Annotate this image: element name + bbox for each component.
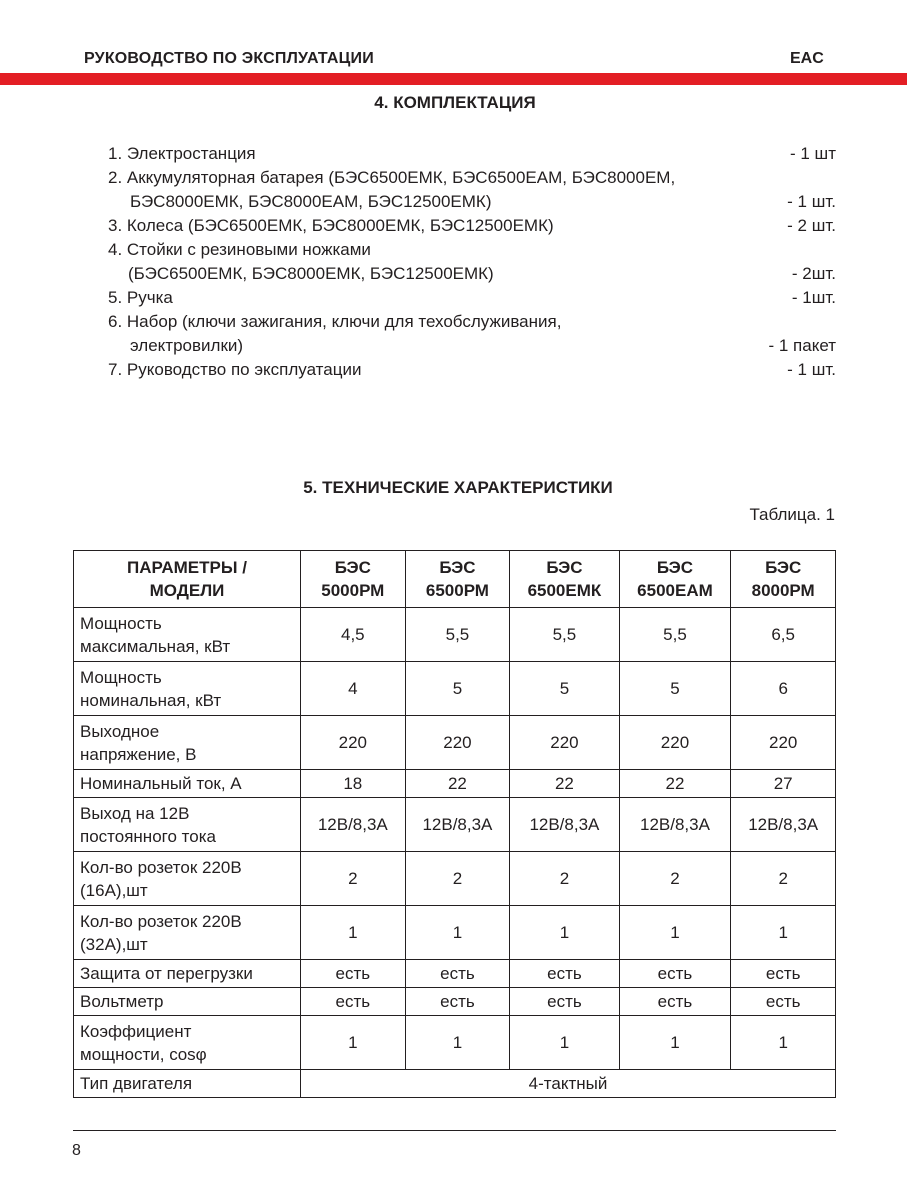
kit-item-text: 5. Ручка [108, 288, 173, 307]
param-cell: Тип двигателя [74, 1070, 301, 1098]
kit-item-qty: - 1 шт [790, 144, 836, 163]
value-cell: 220 [405, 716, 510, 770]
table-header-row [74, 551, 836, 608]
value-cell-merged: 4-тактный [301, 1070, 836, 1098]
param-cell: Вольтметр [74, 988, 301, 1016]
header-model: БЭС 6500РМ [405, 551, 510, 608]
value-cell: 1 [731, 1016, 836, 1070]
kit-item-qty: - 2шт. [791, 264, 836, 283]
value-cell: 2 [731, 852, 836, 906]
specs-table [73, 550, 836, 1098]
table-row [74, 608, 836, 662]
table-row [74, 852, 836, 906]
kit-item [108, 166, 836, 190]
value-cell: 12В/8,3А [301, 798, 406, 852]
header-model: БЭС 6500ЕМК [510, 551, 619, 608]
value-cell: 5 [619, 662, 731, 716]
kit-item-text: 6. Набор (ключи зажигания, ключи для техобслуживания, [108, 312, 562, 331]
kit-item [108, 358, 836, 382]
kit-item-text: 7. Руководство по эксплуатации [108, 360, 362, 379]
kit-item-continuation [108, 190, 836, 214]
value-cell: есть [301, 960, 406, 988]
value-cell: есть [619, 960, 731, 988]
param-cell: Защита от перегрузки [74, 960, 301, 988]
kit-item [108, 310, 836, 334]
value-cell: есть [405, 960, 510, 988]
value-cell: 6,5 [731, 608, 836, 662]
section-4-title: 4. КОМПЛЕКТАЦИЯ [374, 93, 536, 112]
header-title: РУКОВОДСТВО ПО ЭКСПЛУАТАЦИИ [84, 50, 374, 67]
value-cell: 27 [731, 770, 836, 798]
kit-item-qty: - 1шт. [791, 288, 836, 307]
table-row [74, 770, 836, 798]
value-cell: есть [731, 960, 836, 988]
kit-item [108, 286, 836, 310]
param-cell: Коэффициент мощности, cosφ [74, 1016, 301, 1070]
value-cell: 5,5 [619, 608, 731, 662]
kit-item-continuation [108, 262, 836, 286]
value-cell: 1 [510, 906, 619, 960]
kit-item-qty: - 1 шт. [787, 360, 836, 379]
kit-item-qty: - 1 шт. [787, 192, 836, 211]
value-cell: 220 [301, 716, 406, 770]
page-number: 8 [72, 1142, 81, 1159]
table-caption: Таблица. 1 [749, 505, 835, 524]
value-cell: 4 [301, 662, 406, 716]
param-cell: Кол-во розеток 220В (16А),шт [74, 852, 301, 906]
header-model: БЭС 6500ЕАМ [619, 551, 731, 608]
value-cell: 1 [731, 906, 836, 960]
eac-mark: EAC [790, 50, 824, 67]
kit-item-continuation [108, 334, 836, 358]
value-cell: 1 [405, 1016, 510, 1070]
table-row [74, 988, 836, 1016]
value-cell: 22 [405, 770, 510, 798]
value-cell: 220 [510, 716, 619, 770]
kit-item [108, 142, 836, 166]
param-cell: Номинальный ток, А [74, 770, 301, 798]
value-cell: 1 [510, 1016, 619, 1070]
value-cell: 6 [731, 662, 836, 716]
kit-item-text: 3. Колеса (БЭС6500ЕМК, БЭС8000ЕМК, БЭС12500ЕМК) [108, 216, 554, 235]
table-row [74, 906, 836, 960]
kit-item-text: электровилки) [130, 336, 244, 355]
value-cell: 12В/8,3А [510, 798, 619, 852]
kit-list [108, 142, 836, 382]
value-cell: 5 [510, 662, 619, 716]
param-cell: Выход на 12В постоянного тока [74, 798, 301, 852]
value-cell: 22 [510, 770, 619, 798]
kit-item-text: (БЭС6500ЕМК, БЭС8000ЕМК, БЭС12500ЕМК) [128, 264, 494, 283]
value-cell: 2 [619, 852, 731, 906]
kit-item-text: 4. Стойки с резиновыми ножками [108, 240, 371, 259]
value-cell: 1 [301, 1016, 406, 1070]
kit-item-text: БЭС8000ЕМК, БЭС8000ЕАМ, БЭС12500ЕМК) [130, 192, 492, 211]
footer-divider [73, 1130, 836, 1131]
param-cell: Мощность номинальная, кВт [74, 662, 301, 716]
table-row [74, 1016, 836, 1070]
header-param: ПАРАМЕТРЫ / МОДЕЛИ [74, 551, 301, 608]
value-cell: 2 [405, 852, 510, 906]
param-cell: Выходное напряжение, В [74, 716, 301, 770]
value-cell: 1 [619, 906, 731, 960]
table-row [74, 716, 836, 770]
value-cell: 12В/8,3А [731, 798, 836, 852]
value-cell: 2 [301, 852, 406, 906]
value-cell: 220 [619, 716, 731, 770]
table-row [74, 662, 836, 716]
kit-item-qty: - 1 пакет [768, 336, 836, 355]
value-cell: 12В/8,3А [619, 798, 731, 852]
value-cell: 18 [301, 770, 406, 798]
kit-item-text: 1. Электростанция [108, 144, 256, 163]
value-cell: есть [731, 988, 836, 1016]
table-row-engine [74, 1070, 836, 1098]
table-row [74, 960, 836, 988]
kit-item [108, 238, 836, 262]
value-cell: есть [405, 988, 510, 1016]
kit-item [108, 214, 836, 238]
value-cell: 2 [510, 852, 619, 906]
value-cell: 5 [405, 662, 510, 716]
page-header [0, 0, 907, 86]
param-cell: Мощность максимальная, кВт [74, 608, 301, 662]
value-cell: 5,5 [510, 608, 619, 662]
value-cell: 1 [619, 1016, 731, 1070]
value-cell: 22 [619, 770, 731, 798]
value-cell: есть [510, 988, 619, 1016]
value-cell: 5,5 [405, 608, 510, 662]
value-cell: 1 [301, 906, 406, 960]
section-5-title: 5. ТЕХНИЧЕСКИЕ ХАРАКТЕРИСТИКИ [303, 478, 613, 497]
kit-item-text: 2. Аккумуляторная батарея (БЭС6500ЕМК, БЭС6500ЕАМ, БЭС8000ЕМ, [108, 168, 676, 187]
header-model: БЭС 8000РМ [731, 551, 836, 608]
table-row [74, 798, 836, 852]
value-cell: 4,5 [301, 608, 406, 662]
header-model: БЭС 5000РМ [301, 551, 406, 608]
value-cell: 1 [405, 906, 510, 960]
header-red-bar [0, 73, 907, 85]
kit-item-qty: - 2 шт. [787, 216, 836, 235]
param-cell: Кол-во розеток 220В (32А),шт [74, 906, 301, 960]
value-cell: есть [510, 960, 619, 988]
value-cell: 12В/8,3А [405, 798, 510, 852]
value-cell: 220 [731, 716, 836, 770]
value-cell: есть [619, 988, 731, 1016]
value-cell: есть [301, 988, 406, 1016]
